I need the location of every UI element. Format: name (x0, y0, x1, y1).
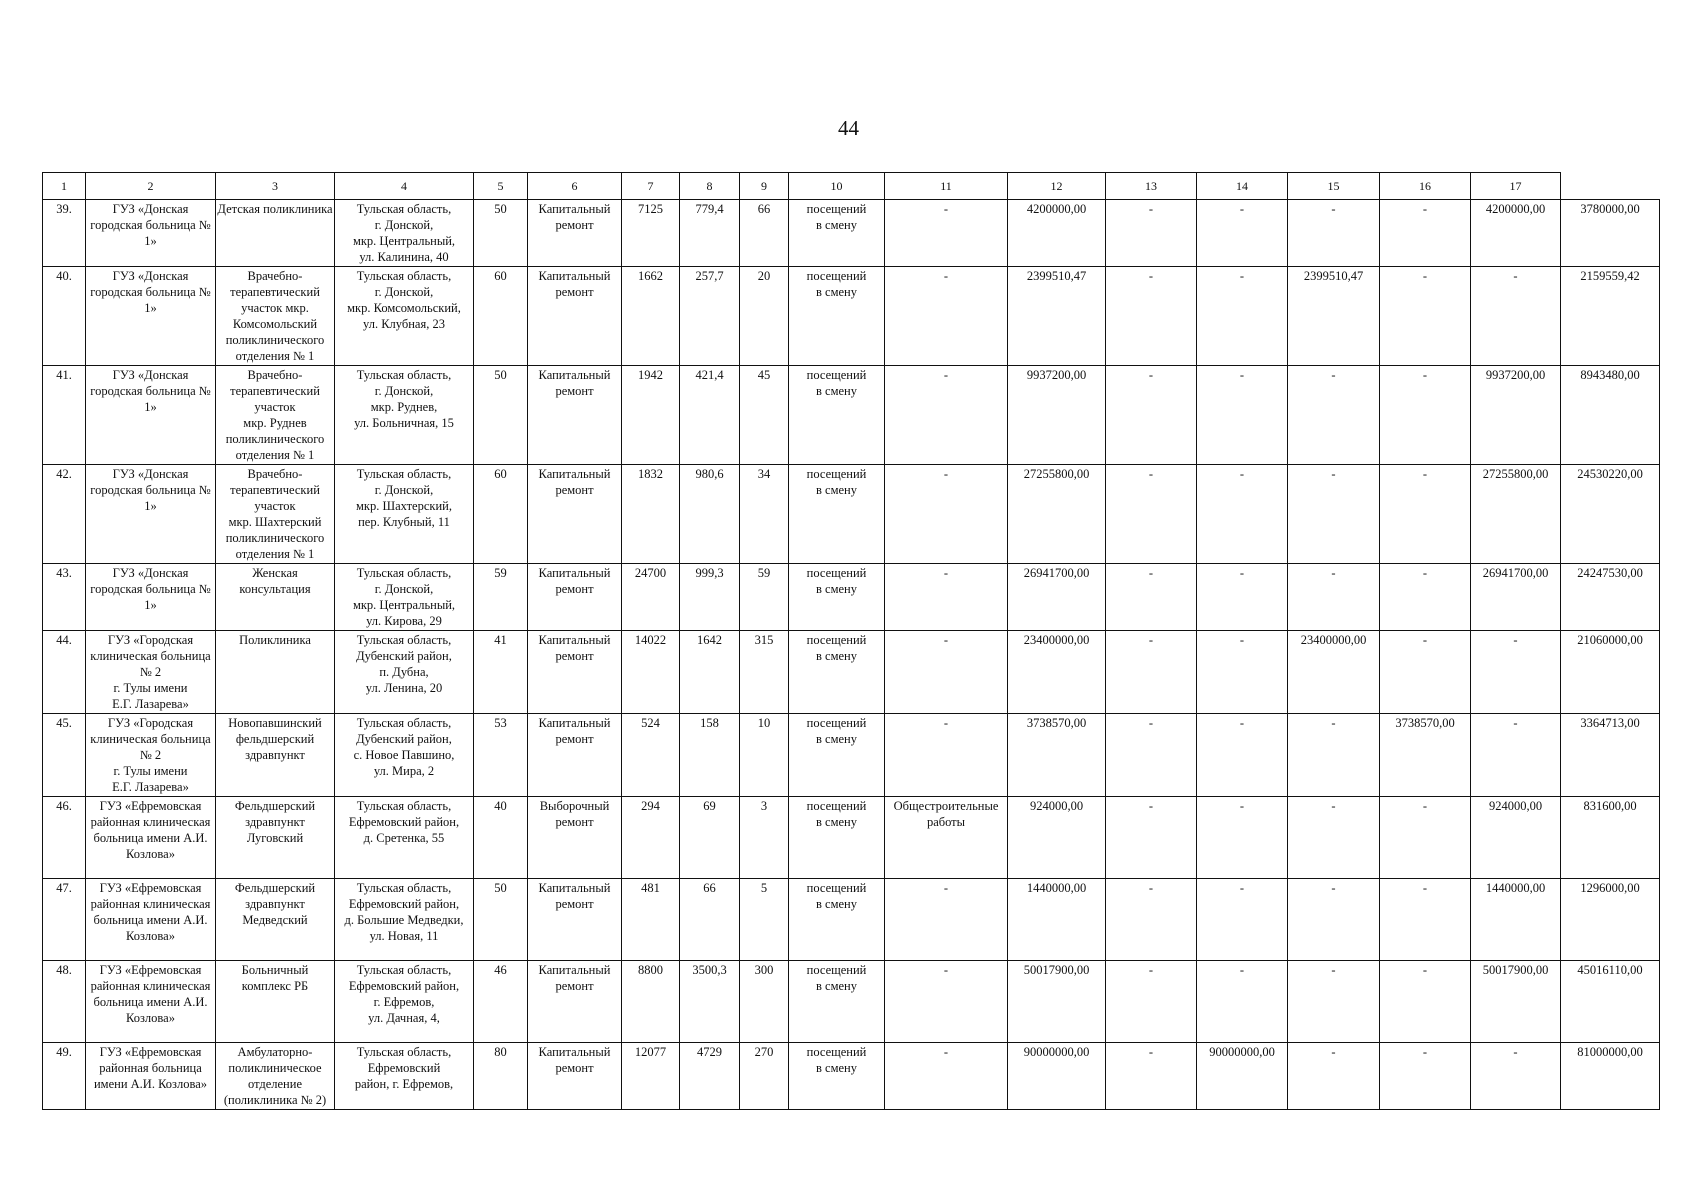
row-number: 46. (43, 797, 86, 879)
col14-cell: - (1288, 797, 1380, 879)
col7-cell: 999,3 (680, 564, 740, 631)
col4-cell: 41 (474, 631, 528, 714)
col8-cell: 10 (740, 714, 789, 797)
col17-cell: 2159559,42 (1561, 267, 1660, 366)
table-row (43, 366, 1660, 465)
work-type-cell: Капитальный ремонт (528, 564, 622, 631)
col8-cell: 315 (740, 631, 789, 714)
col11-cell: 26941700,00 (1008, 564, 1106, 631)
col16-cell: - (1471, 631, 1561, 714)
column-header: 10 (789, 173, 885, 200)
col17-cell: 21060000,00 (1561, 631, 1660, 714)
col14-cell: 2399510,47 (1288, 267, 1380, 366)
object-cell: Фельдшерский здравпункт Луговский (216, 797, 335, 879)
facility-repair-table (42, 172, 1660, 1110)
capacity-unit-cell: посещений в смену (789, 366, 885, 465)
col8-cell: 5 (740, 879, 789, 961)
col6-cell: 14022 (622, 631, 680, 714)
col4-cell: 80 (474, 1043, 528, 1110)
col12-cell: - (1106, 1043, 1197, 1110)
col7-cell: 980,6 (680, 465, 740, 564)
capacity-unit-cell: посещений в смену (789, 961, 885, 1043)
col14-cell: - (1288, 1043, 1380, 1110)
col15-cell: - (1380, 564, 1471, 631)
object-cell: Фельдшерский здравпункт Медведский (216, 879, 335, 961)
organization-cell: ГУЗ «Донская городская больница № 1» (86, 366, 216, 465)
col13-cell: - (1197, 267, 1288, 366)
column-header: 7 (622, 173, 680, 200)
col10-cell: - (885, 961, 1008, 1043)
col6-cell: 1662 (622, 267, 680, 366)
col16-cell: - (1471, 714, 1561, 797)
col16-cell: - (1471, 267, 1561, 366)
organization-cell: ГУЗ «Городская клиническая больница № 2 г. Тулы имени Е.Г. Лазарева» (86, 714, 216, 797)
address-cell: Тульская область, г. Донской, мкр. Центральный, ул. Калинина, 40 (335, 200, 474, 267)
col10-cell: - (885, 366, 1008, 465)
work-type-cell: Капитальный ремонт (528, 714, 622, 797)
col8-cell: 20 (740, 267, 789, 366)
col15-cell: - (1380, 366, 1471, 465)
col8-cell: 45 (740, 366, 789, 465)
capacity-unit-cell: посещений в смену (789, 267, 885, 366)
col10-cell: Общестроительные работы (885, 797, 1008, 879)
col17-cell: 1296000,00 (1561, 879, 1660, 961)
object-cell: Поликлиника (216, 631, 335, 714)
col10-cell: - (885, 267, 1008, 366)
capacity-unit-cell: посещений в смену (789, 1043, 885, 1110)
col10-cell: - (885, 564, 1008, 631)
object-cell: Врачебно-терапевтический участок мкр. Шахтерский поликлинического отделения № 1 (216, 465, 335, 564)
col17-cell: 81000000,00 (1561, 1043, 1660, 1110)
col14-cell: - (1288, 714, 1380, 797)
col17-cell: 3364713,00 (1561, 714, 1660, 797)
col15-cell: 3738570,00 (1380, 714, 1471, 797)
object-cell: Детская поликлиника (216, 200, 335, 267)
col11-cell: 90000000,00 (1008, 1043, 1106, 1110)
row-number: 48. (43, 961, 86, 1043)
address-cell: Тульская область, г. Донской, мкр. Шахтерский, пер. Клубный, 11 (335, 465, 474, 564)
col16-cell: 50017900,00 (1471, 961, 1561, 1043)
capacity-unit-cell: посещений в смену (789, 714, 885, 797)
capacity-unit-cell: посещений в смену (789, 200, 885, 267)
column-header: 4 (335, 173, 474, 200)
col13-cell: - (1197, 631, 1288, 714)
col12-cell: - (1106, 961, 1197, 1043)
row-number: 47. (43, 879, 86, 961)
col6-cell: 8800 (622, 961, 680, 1043)
work-type-cell: Капитальный ремонт (528, 366, 622, 465)
object-cell: Амбулаторно-поликлиническое отделение (поликлиника № 2) (216, 1043, 335, 1110)
col11-cell: 924000,00 (1008, 797, 1106, 879)
column-header: 9 (740, 173, 789, 200)
address-cell: Тульская область, Ефремовский район, д. Большие Медведки, ул. Новая, 11 (335, 879, 474, 961)
col6-cell: 12077 (622, 1043, 680, 1110)
work-type-cell: Выборочный ремонт (528, 797, 622, 879)
col11-cell: 27255800,00 (1008, 465, 1106, 564)
col16-cell: 27255800,00 (1471, 465, 1561, 564)
col12-cell: - (1106, 465, 1197, 564)
col8-cell: 59 (740, 564, 789, 631)
col13-cell: - (1197, 879, 1288, 961)
col6-cell: 24700 (622, 564, 680, 631)
organization-cell: ГУЗ «Донская городская больница № 1» (86, 200, 216, 267)
col8-cell: 3 (740, 797, 789, 879)
column-header: 17 (1471, 173, 1561, 200)
col17-cell: 831600,00 (1561, 797, 1660, 879)
col12-cell: - (1106, 366, 1197, 465)
capacity-unit-cell: посещений в смену (789, 879, 885, 961)
capacity-unit-cell: посещений в смену (789, 465, 885, 564)
table-row (43, 714, 1660, 797)
organization-cell: ГУЗ «Донская городская больница № 1» (86, 564, 216, 631)
address-cell: Тульская область, Дубенский район, с. Новое Павшино, ул. Мира, 2 (335, 714, 474, 797)
capacity-unit-cell: посещений в смену (789, 797, 885, 879)
col11-cell: 2399510,47 (1008, 267, 1106, 366)
address-cell: Тульская область, Ефремовский район, д. Сретенка, 55 (335, 797, 474, 879)
column-header: 3 (216, 173, 335, 200)
address-cell: Тульская область, Дубенский район, п. Дубна, ул. Ленина, 20 (335, 631, 474, 714)
col10-cell: - (885, 879, 1008, 961)
col7-cell: 257,7 (680, 267, 740, 366)
row-number: 44. (43, 631, 86, 714)
work-type-cell: Капитальный ремонт (528, 631, 622, 714)
col15-cell: - (1380, 200, 1471, 267)
col4-cell: 59 (474, 564, 528, 631)
col7-cell: 1642 (680, 631, 740, 714)
col14-cell: 23400000,00 (1288, 631, 1380, 714)
col13-cell: 90000000,00 (1197, 1043, 1288, 1110)
col16-cell: 924000,00 (1471, 797, 1561, 879)
col4-cell: 40 (474, 797, 528, 879)
col6-cell: 7125 (622, 200, 680, 267)
col4-cell: 50 (474, 879, 528, 961)
col4-cell: 53 (474, 714, 528, 797)
col8-cell: 300 (740, 961, 789, 1043)
organization-cell: ГУЗ «Городская клиническая больница № 2 г. Тулы имени Е.Г. Лазарева» (86, 631, 216, 714)
col7-cell: 66 (680, 879, 740, 961)
col14-cell: - (1288, 961, 1380, 1043)
column-header: 5 (474, 173, 528, 200)
col15-cell: - (1380, 465, 1471, 564)
col14-cell: - (1288, 879, 1380, 961)
table-row (43, 1043, 1660, 1110)
col15-cell: - (1380, 631, 1471, 714)
row-number: 42. (43, 465, 86, 564)
column-header: 2 (86, 173, 216, 200)
table-row (43, 631, 1660, 714)
col12-cell: - (1106, 564, 1197, 631)
table-row (43, 465, 1660, 564)
organization-cell: ГУЗ «Ефремовская районная клиническая больница имени А.И. Козлова» (86, 879, 216, 961)
col13-cell: - (1197, 465, 1288, 564)
col15-cell: - (1380, 1043, 1471, 1110)
col10-cell: - (885, 465, 1008, 564)
organization-cell: ГУЗ «Донская городская больница № 1» (86, 267, 216, 366)
col11-cell: 3738570,00 (1008, 714, 1106, 797)
work-type-cell: Капитальный ремонт (528, 1043, 622, 1110)
row-number: 43. (43, 564, 86, 631)
col8-cell: 66 (740, 200, 789, 267)
col4-cell: 46 (474, 961, 528, 1043)
column-header: 11 (885, 173, 1008, 200)
col17-cell: 8943480,00 (1561, 366, 1660, 465)
col13-cell: - (1197, 564, 1288, 631)
table-row (43, 564, 1660, 631)
capacity-unit-cell: посещений в смену (789, 631, 885, 714)
col6-cell: 1942 (622, 366, 680, 465)
capacity-unit-cell: посещений в смену (789, 564, 885, 631)
column-header: 6 (528, 173, 622, 200)
col15-cell: - (1380, 961, 1471, 1043)
organization-cell: ГУЗ «Ефремовская районная больница имени А.И. Козлова» (86, 1043, 216, 1110)
object-cell: Новопавшинский фельдшерский здравпункт (216, 714, 335, 797)
col16-cell: 4200000,00 (1471, 200, 1561, 267)
table-row (43, 961, 1660, 1043)
col7-cell: 158 (680, 714, 740, 797)
work-type-cell: Капитальный ремонт (528, 465, 622, 564)
page-number: 44 (838, 116, 859, 140)
col6-cell: 294 (622, 797, 680, 879)
col13-cell: - (1197, 714, 1288, 797)
object-cell: Врачебно-терапевтический участок мкр. Руднев поликлинического отделения № 1 (216, 366, 335, 465)
col10-cell: - (885, 1043, 1008, 1110)
col16-cell: - (1471, 1043, 1561, 1110)
col16-cell: 1440000,00 (1471, 879, 1561, 961)
col13-cell: - (1197, 961, 1288, 1043)
address-cell: Тульская область, Ефремовский район, г. Ефремов, ул. Дачная, 4, (335, 961, 474, 1043)
row-number: 40. (43, 267, 86, 366)
col12-cell: - (1106, 200, 1197, 267)
col14-cell: - (1288, 465, 1380, 564)
col8-cell: 270 (740, 1043, 789, 1110)
work-type-cell: Капитальный ремонт (528, 267, 622, 366)
organization-cell: ГУЗ «Ефремовская районная клиническая больница имени А.И. Козлова» (86, 797, 216, 879)
work-type-cell: Капитальный ремонт (528, 200, 622, 267)
address-cell: Тульская область, г. Донской, мкр. Центральный, ул. Кирова, 29 (335, 564, 474, 631)
col7-cell: 4729 (680, 1043, 740, 1110)
col10-cell: - (885, 200, 1008, 267)
col13-cell: - (1197, 797, 1288, 879)
col13-cell: - (1197, 200, 1288, 267)
column-header: 15 (1288, 173, 1380, 200)
col16-cell: 26941700,00 (1471, 564, 1561, 631)
col10-cell: - (885, 714, 1008, 797)
column-header: 12 (1008, 173, 1106, 200)
col12-cell: - (1106, 714, 1197, 797)
col12-cell: - (1106, 267, 1197, 366)
object-cell: Больничный комплекс РБ (216, 961, 335, 1043)
address-cell: Тульская область, г. Донской, мкр. Руднев, ул. Больничная, 15 (335, 366, 474, 465)
column-header: 8 (680, 173, 740, 200)
column-header: 1 (43, 173, 86, 200)
row-number: 45. (43, 714, 86, 797)
organization-cell: ГУЗ «Донская городская больница № 1» (86, 465, 216, 564)
work-type-cell: Капитальный ремонт (528, 961, 622, 1043)
col17-cell: 3780000,00 (1561, 200, 1660, 267)
table-row (43, 200, 1660, 267)
col6-cell: 481 (622, 879, 680, 961)
address-cell: Тульская область, г. Донской, мкр. Комсомольский, ул. Клубная, 23 (335, 267, 474, 366)
column-header: 13 (1106, 173, 1197, 200)
address-cell: Тульская область, Ефремовский район, г. Ефремов, (335, 1043, 474, 1110)
col6-cell: 1832 (622, 465, 680, 564)
col11-cell: 9937200,00 (1008, 366, 1106, 465)
col7-cell: 779,4 (680, 200, 740, 267)
col12-cell: - (1106, 879, 1197, 961)
col11-cell: 1440000,00 (1008, 879, 1106, 961)
col4-cell: 60 (474, 465, 528, 564)
col4-cell: 50 (474, 366, 528, 465)
table-row (43, 267, 1660, 366)
col8-cell: 34 (740, 465, 789, 564)
organization-cell: ГУЗ «Ефремовская районная клиническая больница имени А.И. Козлова» (86, 961, 216, 1043)
column-header: 16 (1380, 173, 1471, 200)
row-number: 41. (43, 366, 86, 465)
object-cell: Женская консультация (216, 564, 335, 631)
col14-cell: - (1288, 366, 1380, 465)
row-number: 49. (43, 1043, 86, 1110)
work-type-cell: Капитальный ремонт (528, 879, 622, 961)
col15-cell: - (1380, 267, 1471, 366)
col14-cell: - (1288, 564, 1380, 631)
col4-cell: 50 (474, 200, 528, 267)
col14-cell: - (1288, 200, 1380, 267)
col7-cell: 69 (680, 797, 740, 879)
col12-cell: - (1106, 631, 1197, 714)
col4-cell: 60 (474, 267, 528, 366)
col15-cell: - (1380, 879, 1471, 961)
col11-cell: 4200000,00 (1008, 200, 1106, 267)
col15-cell: - (1380, 797, 1471, 879)
col17-cell: 24530220,00 (1561, 465, 1660, 564)
table-row (43, 797, 1660, 879)
col12-cell: - (1106, 797, 1197, 879)
col17-cell: 24247530,00 (1561, 564, 1660, 631)
col7-cell: 3500,3 (680, 961, 740, 1043)
col6-cell: 524 (622, 714, 680, 797)
col10-cell: - (885, 631, 1008, 714)
col11-cell: 50017900,00 (1008, 961, 1106, 1043)
col13-cell: - (1197, 366, 1288, 465)
row-number: 39. (43, 200, 86, 267)
column-number-header-row (43, 173, 1660, 200)
col7-cell: 421,4 (680, 366, 740, 465)
col17-cell: 45016110,00 (1561, 961, 1660, 1043)
column-header: 14 (1197, 173, 1288, 200)
col16-cell: 9937200,00 (1471, 366, 1561, 465)
object-cell: Врачебно-терапевтический участок мкр. Комсомольский поликлинического отделения № 1 (216, 267, 335, 366)
table-row (43, 879, 1660, 961)
col11-cell: 23400000,00 (1008, 631, 1106, 714)
